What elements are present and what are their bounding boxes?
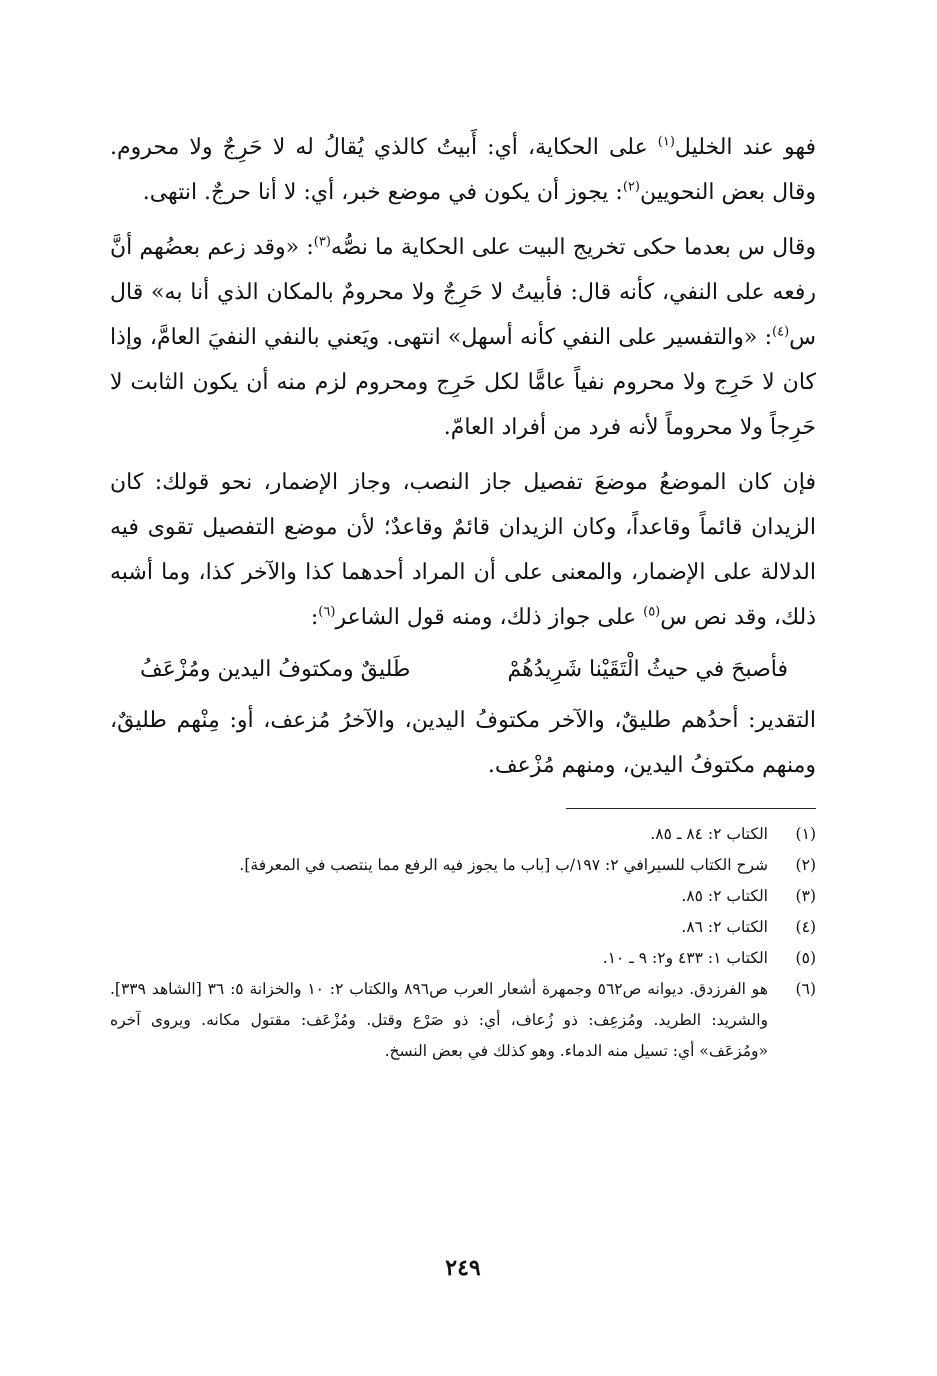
- footnote-text: الكتاب ٢: ٨٤ ـ ٨٥.: [650, 825, 768, 843]
- footnote-text: الكتاب ١: ٤٣٣ و٢: ٩ ـ ١٠.: [602, 949, 768, 967]
- paragraph-1-text: على الحكاية، أي: أَبيتُ كالذي يُقالُ له لا حَرِجٌ ولا محروم. وقال بعض النحويين: [110, 135, 816, 205]
- paragraph-2: [110, 225, 816, 450]
- footnote: [110, 819, 816, 850]
- footnote: [110, 881, 816, 912]
- footnote-number: (٦): [795, 980, 816, 998]
- paragraph-2-text: وقال س بعدما حكى تخريج البيت على الحكاية ما نصُّه: [330, 235, 817, 260]
- footnote-ref-2: (٢): [622, 179, 640, 195]
- book-page: [110, 125, 816, 1305]
- paragraph-1-text: فهو عند الخليل: [674, 135, 817, 160]
- footnote-number: (٤): [795, 918, 816, 936]
- paragraph-1-text: : يجوز أن يكون في موضع خبر، أي: لا أنا حرجٌ. انتهى.: [142, 180, 623, 205]
- footnote-number: (٣): [795, 887, 816, 905]
- footnote-number: (٥): [795, 949, 816, 967]
- paragraph-1: [110, 125, 816, 215]
- footnote-ref-3: (٣): [313, 234, 331, 250]
- footnote-text: هو الفرزدق. ديوانه ص٥٦٢ وجمهرة أشعار العرب ص٨٩٦ والكتاب ٢: ١٠ والخزانة ٥: ٣٦ [الشاهد ٣٣٩]. والشريد: الطريد. ومُزعِف: ذو زُعاف، أي: ذو صَرْع وقتل. ومُزْعَف: مقتول مكانه. ويروى آخره «ومُزعَف» أي: تسيل منه الدماء. وهو كذلك في بعض النسخ.: [110, 980, 768, 1060]
- verse-first-hemistich: فأصبحَ في حيثُ الْتَقَيْنا شَرِيدُهُمْ: [507, 657, 788, 682]
- footnote-text: الكتاب ٢: ٨٥.: [681, 887, 768, 905]
- paragraph-3-text: :: [310, 605, 319, 630]
- footnote-text: شرح الكتاب للسيرافي ٢: ١٩٧/ب [باب ما يجوز فيه الرفع مما ينتصب في المعرفة].: [239, 856, 768, 874]
- poem-verse: [110, 650, 816, 690]
- paragraph-3-text: على جواز ذلك، ومنه قول الشاعر: [335, 605, 644, 630]
- verse-second-hemistich: طَليقٌ ومكتوفُ اليدين ومُزْعَفُ: [140, 657, 411, 682]
- paragraph-after-verse: التقدير: أحدُهم طليقٌ، والآخر مكتوفُ اليدين، والآخرُ مُزعف، أو: مِنْهم طليقٌ، ومنهم مكتوفُ اليدين، ومنهم مُزْعف.: [110, 708, 816, 778]
- footnote-ref-1: (١): [657, 134, 675, 150]
- footnote-ref-6: (٦): [318, 604, 336, 620]
- footnote: [110, 912, 816, 943]
- footnote: [110, 974, 816, 1067]
- footnote-number: (١): [795, 825, 816, 843]
- page-number: ٢٤٩: [445, 1255, 481, 1281]
- footnote-ref-5: (٥): [643, 604, 661, 620]
- footnote-ref-4: (٤): [772, 324, 790, 340]
- footnote: [110, 943, 816, 974]
- paragraph-3-text: فإن كان الموضعُ موضعَ تفصيل جاز النصب، وجاز الإضمار، نحو قولك: كان الزيدان قائماً وقاعداً، وكان الزيدان قائمٌ وقاعدٌ؛ لأن موضع التفصيل تقوى فيه الدلالة على الإضمار، والمعنى على أن المراد أحدهما كذا والآخر كذا، وما أشبه ذلك، وقد نص س: [110, 470, 816, 630]
- footnote: [110, 850, 816, 881]
- footnote-number: (٢): [795, 856, 816, 874]
- paragraph-2-text: : «وقد زعم بعضُهم أنَّ رفعه على النفي، كأنه قال: فأبيتُ لا حَرِجٌ ولا محرومٌ بالمكان الذي أنا به» قال س: [110, 235, 816, 350]
- paragraph-2-text: : «والتفسير على النفي كأنه أسهل» انتهى. ويَعني بالنفي النفيَ العامَّ، وإذا كان لا حَرِج ولا محروم نفياً عامًّا لكل حَرِج ومحروم لزم منه أن يكون الثابت لا حَرِجاً ولا محروماً لأنه فرد من أفراد العامّ.: [110, 325, 816, 440]
- footnotes: [110, 819, 816, 1067]
- footnote-separator: [566, 808, 816, 809]
- paragraph-3: [110, 460, 816, 640]
- footnote-text: الكتاب ٢: ٨٦.: [681, 918, 768, 936]
